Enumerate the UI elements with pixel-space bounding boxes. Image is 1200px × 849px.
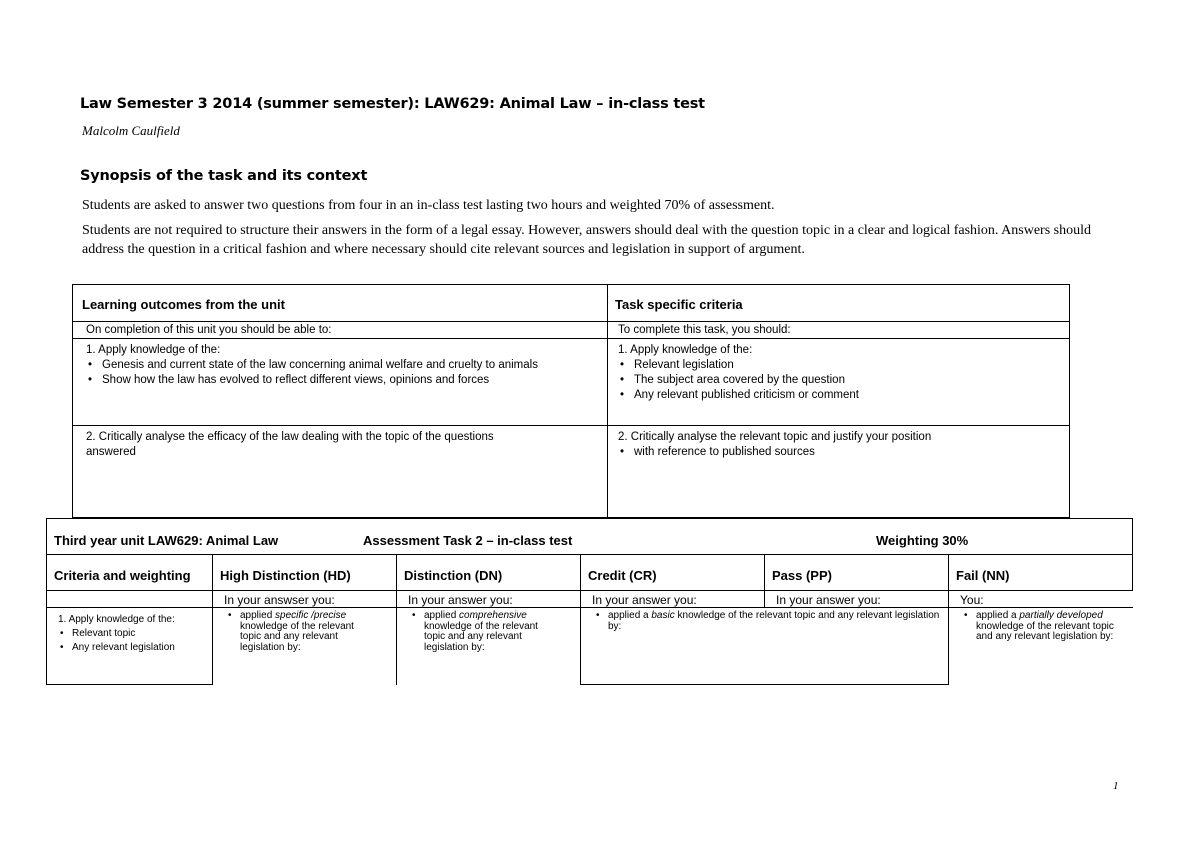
row-divider bbox=[73, 338, 1069, 339]
list-item: • Show how the law has evolved to reflect different views, opinions and forces bbox=[86, 373, 596, 388]
row-divider bbox=[73, 321, 1069, 322]
column-divider bbox=[764, 554, 765, 608]
outcomes-header: Learning outcomes from the unit bbox=[82, 297, 285, 312]
subheader-cr: In your answer you: bbox=[592, 593, 697, 607]
descriptor-text: applied a bbox=[608, 610, 652, 621]
criteria-list bbox=[58, 627, 208, 655]
subheader-hd: In your answser you: bbox=[224, 593, 335, 607]
hd-descriptor bbox=[226, 611, 376, 653]
rubric-weighting: Weighting 30% bbox=[876, 533, 969, 548]
column-header-dn: Distinction (DN) bbox=[404, 568, 503, 583]
criteria-header: Task specific criteria bbox=[615, 297, 743, 312]
list-item: • Any relevant published criticism or comment bbox=[618, 388, 1058, 403]
descriptor-emphasis: basic bbox=[651, 610, 675, 621]
column-divider bbox=[212, 554, 213, 685]
outcome-1-title: 1. Apply knowledge of the: bbox=[86, 344, 221, 356]
synopsis-heading: Synopsis of the task and its context bbox=[80, 168, 368, 184]
learning-outcomes-table bbox=[72, 284, 1070, 518]
list-item: • Relevant legislation bbox=[618, 358, 1058, 373]
descriptor-text: knowledge of the relevant topic and any relevant legislation by: bbox=[976, 620, 1114, 642]
list-item bbox=[410, 611, 560, 653]
dn-descriptor bbox=[410, 611, 560, 653]
criteria-1 bbox=[618, 343, 1058, 403]
row-divider bbox=[46, 607, 1133, 608]
synopsis-paragraph-2: Students are not required to structure their answers in the form of a legal essay. However, answers should deal with the question topic in a clear and logical fashion. Answers should address the question in a critical fashion and where necessary should cite relevant sources and legislation in support of argument. bbox=[82, 223, 1091, 257]
descriptor-text: applied bbox=[240, 610, 276, 621]
row-divider bbox=[46, 590, 1133, 591]
column-divider bbox=[607, 285, 608, 517]
cr-descriptor bbox=[594, 611, 944, 632]
list-item: • with reference to published sources bbox=[618, 445, 1058, 460]
criteria-intro: To complete this task, you should: bbox=[618, 324, 791, 336]
criteria-1-title: 1. Apply knowledge of the: bbox=[618, 344, 753, 356]
list-item bbox=[226, 611, 376, 653]
column-divider bbox=[948, 554, 949, 685]
rubric-border bbox=[46, 518, 47, 685]
criteria-2-list bbox=[618, 445, 1058, 460]
outcome-1 bbox=[86, 343, 596, 388]
column-header-nn: Fail (NN) bbox=[956, 568, 1010, 583]
rubric-border bbox=[1132, 518, 1133, 590]
criteria-1-list bbox=[618, 358, 1058, 403]
descriptor-text: knowledge of the relevant topic and any relevant legislation by: bbox=[608, 610, 940, 632]
synopsis-paragraph-1: Students are asked to answer two questions from four in an in-class test lasting two hours and weighted 70% of assessment. bbox=[82, 198, 775, 213]
outcome-1-list bbox=[86, 358, 596, 388]
column-header-hd: High Distinction (HD) bbox=[220, 568, 351, 583]
outcome-2: 2. Critically analyse the efficacy of the law dealing with the topic of the questions answered bbox=[86, 431, 494, 458]
descriptor-text: applied bbox=[424, 610, 460, 621]
list-item: • The subject area covered by the question bbox=[618, 373, 1058, 388]
row-divider bbox=[580, 684, 949, 685]
subheader-dn: In your answer you: bbox=[408, 593, 513, 607]
descriptor-text: knowledge of the relevant topic and any relevant legislation by: bbox=[240, 620, 354, 653]
subheader-nn: You: bbox=[960, 593, 984, 607]
rubric-task: Assessment Task 2 – in-class test bbox=[363, 533, 573, 548]
descriptor-text: applied a bbox=[976, 610, 1020, 621]
descriptor-emphasis: partially developed bbox=[1019, 610, 1103, 621]
column-divider bbox=[396, 554, 397, 685]
list-item: • Relevant topic bbox=[58, 627, 208, 641]
row-divider bbox=[46, 684, 213, 685]
row-divider bbox=[73, 425, 1069, 426]
descriptor-text: knowledge of the relevant topic and any relevant legislation by: bbox=[424, 620, 538, 653]
criteria-title: 1. Apply knowledge of the: bbox=[58, 614, 175, 625]
column-header-pp: Pass (PP) bbox=[772, 568, 832, 583]
descriptor-emphasis: specific /precise bbox=[275, 610, 347, 621]
rubric-unit: Third year unit LAW629: Animal Law bbox=[54, 533, 279, 548]
column-header-cr: Credit (CR) bbox=[588, 568, 657, 583]
nn-descriptor bbox=[962, 611, 1127, 643]
list-item: • Genesis and current state of the law concerning animal welfare and cruelty to animals bbox=[86, 358, 596, 373]
descriptor-emphasis: comprehensive bbox=[459, 610, 527, 621]
subheader-pp: In your answer you: bbox=[776, 593, 881, 607]
list-item bbox=[594, 611, 944, 632]
row-divider bbox=[46, 554, 1133, 555]
list-item: • Any relevant legislation bbox=[58, 641, 208, 655]
rubric-border bbox=[46, 518, 1133, 519]
criteria-cell bbox=[58, 613, 208, 655]
document-title: Law Semester 3 2014 (summer semester): LAW629: Animal Law – in-class test bbox=[80, 96, 705, 112]
page-number: 1 bbox=[1113, 780, 1119, 792]
marking-rubric-table bbox=[46, 518, 1133, 685]
column-divider bbox=[580, 554, 581, 685]
criteria-2-title: 2. Critically analyse the relevant topic and justify your position bbox=[618, 431, 932, 443]
outcomes-intro: On completion of this unit you should be able to: bbox=[86, 324, 332, 336]
column-header-criteria: Criteria and weighting bbox=[54, 568, 191, 583]
author-name: Malcolm Caulfield bbox=[82, 123, 180, 138]
list-item bbox=[962, 611, 1127, 643]
criteria-2 bbox=[618, 430, 1058, 460]
